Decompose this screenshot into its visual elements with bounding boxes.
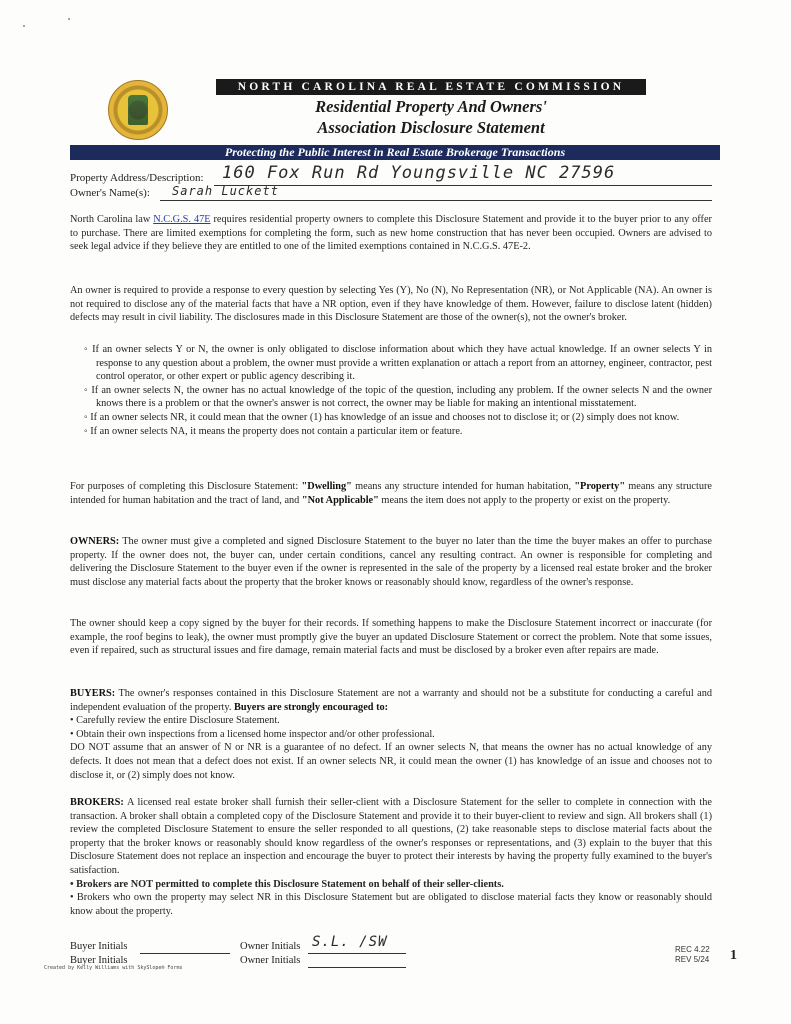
scan-speck [23, 25, 25, 27]
owners-paragraph [70, 535, 712, 589]
tagline-banner: Protecting the Public Interest in Real Estate Brokerage Transactions [70, 145, 720, 160]
owner-name-value[interactable]: Sarah Luckett [172, 184, 279, 198]
term-property: "Property" [574, 481, 626, 492]
title-line-1: Residential Property And Owners' [315, 97, 547, 116]
buyers-warning-text: DO NOT assume that an answer of N or NR is a guarantee of no defect. If an owner selects N, that means the owner has no actual knowledge of any defects. It does not mean that a defect does not exist. If an owner selects NR, it could mean the owner (1) has knowledge of an issue and chooses not to disclose it, or (2) simply does not know. [70, 742, 712, 781]
list-item: • Carefully review the entire Disclosure Statement. [70, 715, 280, 727]
owner-initials-value[interactable]: S.L. /SW [312, 934, 388, 950]
buyer-initials-label: Buyer Initials [70, 941, 128, 952]
definitions-text-a: For purposes of completing this Disclosure Statement: [70, 481, 302, 492]
term-dwelling: "Dwelling" [301, 481, 352, 492]
buyers-text: The owner's responses contained in this Disclosure Statement are not a warranty and should not be a substitute for conducting a careful and independent evaluation of the property. [70, 688, 712, 713]
list-item: • Brokers who own the property may select NR in this Disclosure Statement but are obligated to disclose material facts they know or reasonably should know about the property. [70, 892, 712, 917]
commission-header: NORTH CAROLINA REAL ESTATE COMMISSION [216, 79, 646, 95]
buyers-heading: BUYERS: [70, 688, 116, 699]
owners-heading: OWNERS: [70, 536, 120, 547]
list-item: ◦ If an owner selects Y or N, the owner is only obligated to disclose information about which they have actual knowledge. If an owner selects Y in response to any question about a problem, the owner must provide a written explanation or attach a report from an attorney, engineer, contractor, pest control operator, or other expert or public agency describing it. [84, 344, 712, 383]
owner-name-line [160, 199, 712, 201]
definitions-text-b: means any structure intended for human habitation, [351, 481, 575, 492]
intro-paragraph [70, 213, 712, 254]
seal-figure-icon [128, 95, 148, 125]
brokers-paragraph [70, 796, 712, 918]
definitions-paragraph [70, 480, 712, 507]
brokers-heading: BROKERS: [70, 797, 124, 808]
rev-date: REV 5/24 [675, 955, 710, 964]
property-address-line [214, 184, 712, 186]
page-number: 1 [730, 948, 737, 963]
intro-text-b: requires residential property owners to complete this Disclosure Statement and provide it to the buyer prior to any offer to purchase. There are limited exemptions for completing the form, such as new home construction that has never been occupied. Owners are advised to seek legal advice if they believe they are entitled to one of the limited exemptions contained in N.C.G.S. 47E-2. [70, 214, 712, 253]
revision-info [675, 945, 710, 965]
owner-initials-label: Owner Initials [240, 941, 301, 952]
scan-speck [68, 18, 70, 20]
buyers-encouraged: Buyers are strongly encouraged to: [234, 701, 389, 713]
brokers-text: A licensed real estate broker shall furnish their seller-client with a Disclosure Statement for the seller to complete in connection with the transaction. A broker shall obtain a completed copy of the Disclosure Statement and provide it to their buyer-client to review and sign. All brokers shall (1) review the completed Disclosure Statement to ensure the seller responded to all questions, (2) take reasonable steps to disclose material facts about the property that the broker knows or reasonably should know regardless of the owner's responses or representations, and (3) explain to the buyer that this Disclosure Statement does not replace an inspection and encourage the buyer to protect their interests by having the property fully examined to the buyer's satisfaction. [70, 797, 712, 876]
owner-initials-line[interactable] [308, 952, 406, 954]
owner-response-paragraph: An owner is required to provide a response to every question by selecting Yes (Y), No (N), No Representation (NR), or Not Applicable (NA). An owner is not required to disclose any of the material facts that have a NR option, even if they have knowledge of them. However, failure to disclose latent (hidden) defects may result in civil liability. The disclosures made in this Disclosure Statement are those of the owner(s), not the owner's broker. [70, 285, 712, 324]
term-not-applicable: "Not Applicable" [301, 494, 379, 506]
intro-text-a: North Carolina law [70, 214, 154, 225]
buyer-initials-label: Buyer Initials [70, 955, 128, 966]
property-address-label: Property Address/Description: [70, 172, 204, 184]
title-line-2: Association Disclosure Statement [317, 118, 545, 137]
owners-text: The owner must give a completed and signed Disclosure Statement to the buyer no later than the time the buyer makes an offer to purchase property. If the owner does not, the buyer can, under certain conditions, cancel any resulting contract. An owner is responsible for completing and delivering the Disclosure Statement to the buyer even if the owner is represented in the sale of the property by a licensed real estate broker and the broker must disclose any material facts about the property that the broker knows or reasonably should know, regardless of the owner's response. [70, 536, 712, 588]
form-credit: Created by Kelly Williams with SkySlope® Forms [44, 965, 183, 971]
buyers-paragraph [70, 687, 712, 782]
list-item: ◦ If an owner selects N, the owner has no actual knowledge of the topic of the question, including any problem. If the owner selects N and the owner knows there is a problem or that the owner's answer is not correct, the owner may be liable for making an intentional misstatement. [84, 384, 712, 410]
definitions-text-c: means any structure intended for human habitation and the tract of land, and [70, 481, 712, 506]
response-options-list [84, 343, 712, 438]
rec-code: REC 4.22 [675, 945, 710, 954]
buyer-initials-line[interactable] [140, 952, 230, 954]
list-item: ◦ If an owner selects NA, it means the property does not contain a particular item or feature. [84, 425, 463, 437]
list-item: ◦ If an owner selects NR, it could mean that the owner (1) has knowledge of an issue and chooses not to disclose it; or (2) simply does not know. [84, 411, 680, 423]
document-title [216, 96, 646, 138]
list-item: • Obtain their own inspections from a licensed home inspector and/or other professional. [70, 728, 435, 740]
property-address-value[interactable]: 160 Fox Run Rd Youngsville NC 27596 [222, 163, 616, 183]
owner-initials-label: Owner Initials [240, 955, 301, 966]
statute-link[interactable]: N.C.G.S. 47E [153, 214, 211, 225]
nc-real-estate-commission-seal [108, 80, 168, 140]
list-item: • Brokers are NOT permitted to complete this Disclosure Statement on behalf of their seller-clients. [70, 878, 504, 890]
owner-initials-line[interactable] [308, 966, 406, 968]
definitions-text-d: means the item does not apply to the property or exist on the property. [378, 494, 671, 506]
update-paragraph: The owner should keep a copy signed by the buyer for their records. If something happens to make the Disclosure Statement incorrect or inaccurate (for example, the roof begins to leak), the owner must promptly give the buyer an updated Disclosure Statement or correct the problem. Note that some issues, even if repaired, such as structural issues and fire damage, remain material facts and must be disclosed by a broker even after repairs are made. [70, 618, 712, 657]
owner-name-label: Owner's Name(s): [70, 187, 150, 199]
